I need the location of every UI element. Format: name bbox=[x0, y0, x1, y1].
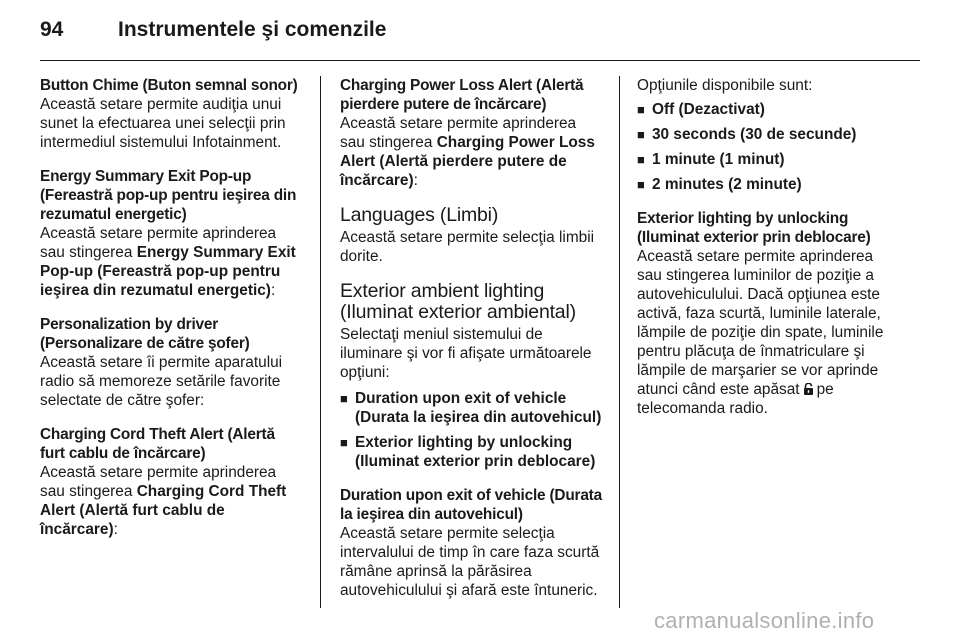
body-text: : bbox=[113, 521, 118, 538]
option-list bbox=[637, 100, 899, 194]
watermark: carmanualsonline.info bbox=[654, 608, 875, 633]
section-energy-summary bbox=[40, 167, 302, 300]
body-text: Această setare permite aprinderea sau stingerea bbox=[340, 115, 577, 151]
section-duration-upon-exit bbox=[340, 486, 602, 600]
section-body bbox=[340, 114, 602, 190]
page-number: 94 bbox=[40, 18, 64, 41]
list-item-text: 30 seconds (30 de secunde) bbox=[652, 126, 857, 143]
section-body bbox=[637, 247, 899, 418]
option-list bbox=[340, 389, 602, 471]
list-item bbox=[637, 125, 899, 144]
section-heading: Energy Summary Exit Pop-up (Fereastră pop-up pentru ieşirea din rezumatul energetic) bbox=[40, 168, 297, 223]
list-item bbox=[637, 150, 899, 169]
section-heading: Duration upon exit of vehicle (Durata la ieşirea din autovehicul) bbox=[340, 487, 602, 523]
section-heading: Charging Power Loss Alert (Alertă pierdere putere de încărcare) bbox=[340, 77, 584, 113]
page-title: Instrumentele şi comenzile bbox=[118, 18, 387, 41]
section-charging-cord-theft bbox=[40, 425, 302, 539]
body-bold-text: Energy Summary Exit Pop-up (Fereastră pop-up pentru ieşirea din rezumatul energetic) bbox=[40, 244, 296, 299]
list-item bbox=[340, 389, 602, 427]
list-item-text: Off (Dezactivat) bbox=[652, 101, 765, 118]
section-body: Această setare permite selecţia intervalului de timp în care faza scurtă rămâne aprinsă la părăsirea autovehiculului şi afară este întuneric. bbox=[340, 525, 600, 599]
section-heading-large: Languages (Limbi) bbox=[340, 204, 499, 226]
bullet-icon: ■ bbox=[340, 435, 348, 450]
section-personalization bbox=[40, 315, 302, 410]
body-text: : bbox=[270, 282, 276, 299]
section-body bbox=[40, 224, 302, 300]
list-item-text: 2 minutes (2 minute) bbox=[652, 176, 802, 193]
body-bold-text: Charging Cord Theft Alert (Alertă furt cablu de încărcare) bbox=[40, 483, 287, 538]
section-languages bbox=[340, 205, 602, 266]
section-body: Această setare permite audiţia unui sunet la efectuarea unei selecţii prin intermediul sistemului Infotainment. bbox=[40, 96, 286, 151]
bullet-icon: ■ bbox=[637, 127, 645, 142]
column-right bbox=[637, 76, 899, 433]
section-body: Selectaţi meniul sistemului de iluminare şi vor fi afişate următoarele opţiuni: bbox=[340, 326, 592, 381]
page-header bbox=[40, 18, 920, 52]
section-button-chime bbox=[40, 76, 302, 152]
list-item-text: 1 minute (1 minut) bbox=[652, 151, 785, 168]
bullet-icon: ■ bbox=[637, 177, 645, 192]
list-item-text: Duration upon exit of vehicle (Durata la ieşirea din autovehicul) bbox=[355, 390, 602, 426]
section-heading: Exterior lighting by unlocking (Iluminat exterior prin deblocare) bbox=[637, 210, 871, 246]
column-left bbox=[40, 76, 302, 554]
section-heading: Charging Cord Theft Alert (Alertă furt cablu de încărcare) bbox=[40, 426, 275, 462]
section-body: Această setare îi permite aparatului radio să memoreze setările favorite selectate de către şofer: bbox=[40, 354, 283, 409]
list-item-text: Exterior lighting by unlocking (Iluminat exterior prin deblocare) bbox=[355, 434, 596, 470]
unlock-icon bbox=[803, 383, 814, 395]
header-rule bbox=[40, 60, 920, 61]
section-heading-large: Exterior ambient lighting (Iluminat exterior ambiental) bbox=[340, 280, 576, 323]
body-text: Această setare permite aprinderea sau stingerea bbox=[40, 225, 277, 261]
list-item bbox=[637, 175, 899, 194]
section-charging-power-loss bbox=[340, 76, 602, 190]
list-item bbox=[637, 100, 899, 119]
body-text: : bbox=[413, 172, 418, 189]
section-exterior-lighting-unlocking bbox=[637, 209, 899, 418]
column-divider bbox=[320, 76, 321, 608]
column-middle bbox=[340, 76, 602, 615]
body-text: Această setare permite aprinderea sau stingerea luminilor de poziţie a autovehiculului. Dacă opţiunea este activă, faza scurtă, luminile laterale, lămpile de poziţie din spate, luminile pentru plăcuţa de înmatriculare şi lămpile de marşarier se vor aprinde atunci când este apăsat bbox=[637, 248, 884, 398]
bullet-icon: ■ bbox=[637, 102, 645, 117]
column-divider bbox=[619, 76, 620, 608]
section-exterior-ambient bbox=[340, 281, 602, 471]
section-heading: Button Chime (Buton semnal sonor) bbox=[40, 77, 298, 94]
section-available-options bbox=[637, 76, 899, 194]
body-bold-text: Charging Power Loss Alert (Alertă pierdere putere de încărcare) bbox=[340, 134, 595, 189]
bullet-icon: ■ bbox=[340, 391, 348, 406]
section-intro: Opţiunile disponibile sunt: bbox=[637, 77, 813, 94]
section-body bbox=[40, 463, 302, 539]
body-text: pe telecomanda radio. bbox=[637, 381, 834, 417]
list-item bbox=[340, 433, 602, 471]
section-heading: Personalization by driver (Personalizare de către şofer) bbox=[40, 316, 250, 352]
bullet-icon: ■ bbox=[637, 152, 645, 167]
section-body: Această setare permite selecţia limbii dorite. bbox=[340, 229, 595, 265]
body-text: Această setare permite aprinderea sau stingerea bbox=[40, 464, 277, 500]
